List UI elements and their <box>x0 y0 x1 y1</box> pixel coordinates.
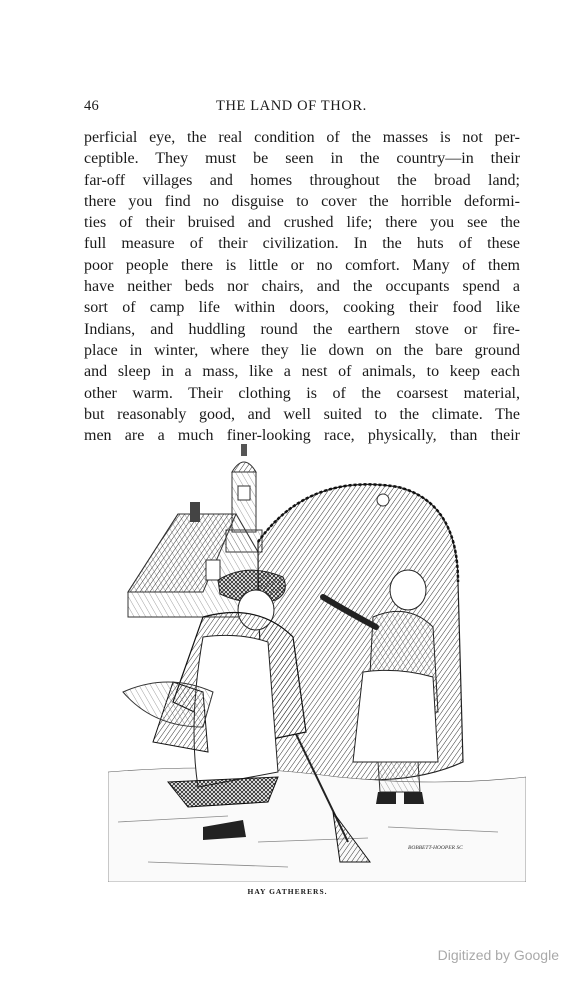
text-line: place in winter, where they lie down on the bare ground <box>84 341 520 359</box>
engraver-signature: BOBBETT-HOOPER SC <box>408 845 463 851</box>
text-line: ties of their bruised and crushed life; there you see the <box>84 214 520 232</box>
page-number: 46 <box>84 98 100 114</box>
text-line: ceptible. They must be seen in the country—in their <box>84 150 520 168</box>
text-line: men are a much finer-looking race, physically, than their <box>84 427 520 445</box>
text-line: other warm. Their clothing is of the coarsest material, <box>84 384 520 402</box>
text-line: perficial eye, the real condition of the masses is not per- <box>84 129 520 146</box>
running-title: THE LAND OF THOR. <box>216 98 367 114</box>
body-text <box>84 127 520 446</box>
text-line: have neither beds nor chairs, and the occupants spend a <box>84 278 520 296</box>
page-header <box>84 98 520 120</box>
text-line: and sleep in a mass, like a nest of animals, to keep each <box>84 363 520 381</box>
digitized-watermark: Digitized by Google <box>437 947 559 963</box>
text-line: but reasonably good, and well suited to the climate. The <box>84 405 520 423</box>
illustration-caption: HAY GATHERERS. <box>247 887 328 896</box>
text-line: poor people there is little or no comfort. Many of them <box>84 256 520 274</box>
text-line: Indians, and huddling round the earthern stove or fire- <box>84 320 520 338</box>
text-line: sort of camp life within doors, cooking their food like <box>84 299 520 317</box>
text-line: full measure of their civilization. In the huts of these <box>84 235 520 253</box>
hay-gatherers-engraving <box>108 442 526 882</box>
text-line: far-off villages and homes throughout the broad land; <box>84 171 520 189</box>
text-line: there you find no disguise to cover the horrible deformi- <box>84 192 520 210</box>
